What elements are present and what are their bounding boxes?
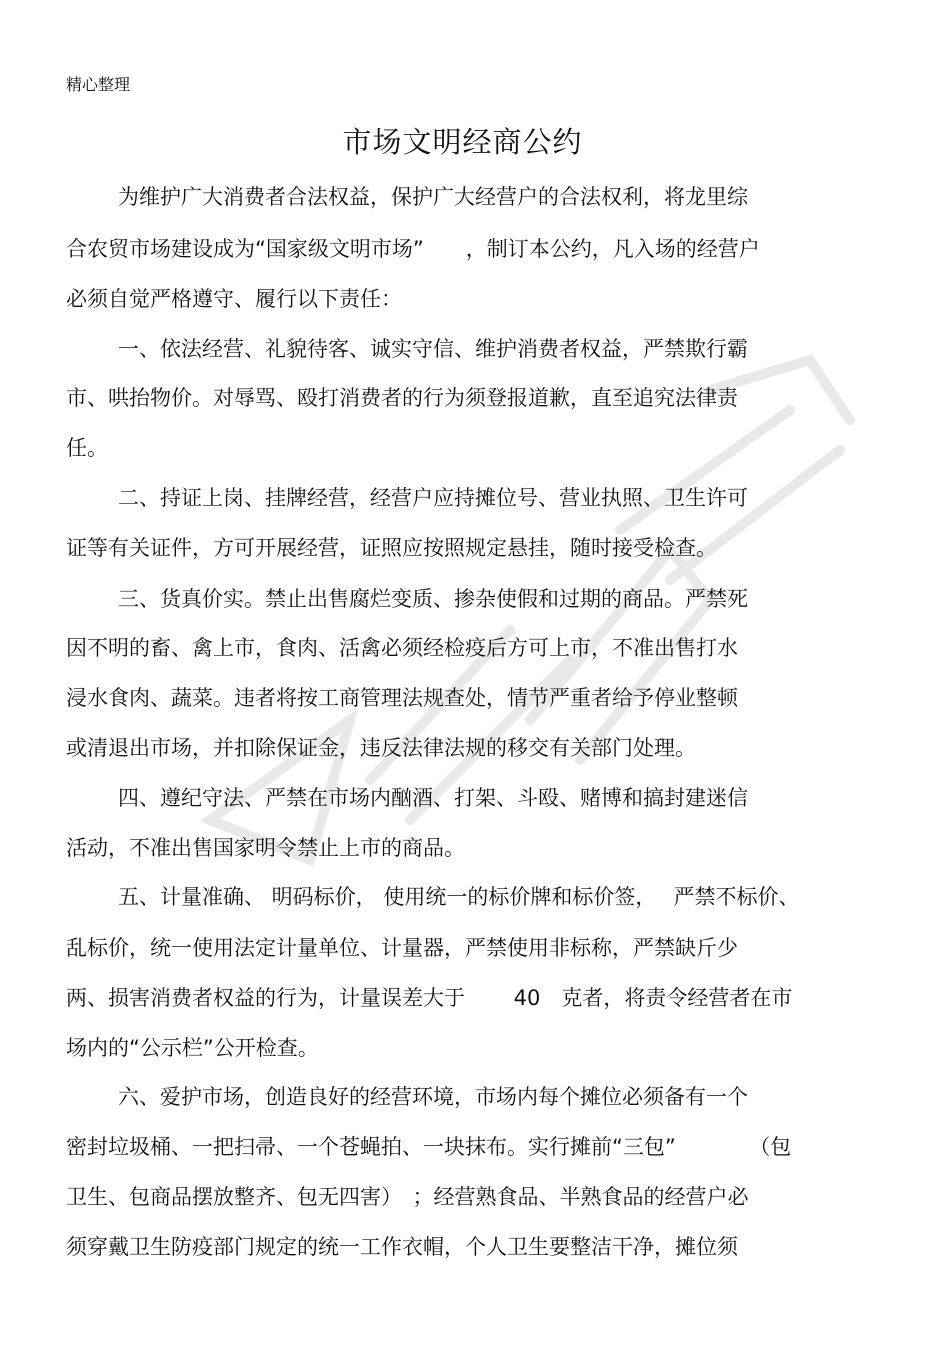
body-line: 证等有关证件，方可开展经营，证照应按照规定悬挂，随时接受检查。: [66, 536, 717, 560]
document-title: 市场文明经商公约: [342, 125, 583, 159]
body-line: 乱标价，统一使用法定计量单位、计量器，严禁使用非标称，严禁缺斤少: [66, 936, 738, 960]
body-line: 浸水食肉、蔬菜。违者将按工商管理法规查处，情节严重者给予停业整顿: [66, 686, 738, 710]
body-line: 卫生、包商品摆放整齐、包无四害） ；经营熟食品、半熟食品的经营户必: [66, 1185, 749, 1209]
body-line: 六、爱护市场，创造良好的经营环境，市场内每个摊位必须备有一个: [118, 1085, 748, 1109]
body-line: 五、计量准确、 明码标价， 使用统一的标价牌和标价签， 严禁不标价、: [118, 885, 800, 909]
header-note: 精心整理: [66, 75, 131, 94]
body-line: 一、依法经营、礼貌待客、诚实守信、维护消费者权益，严禁欺行霸: [118, 337, 748, 361]
body-line: 合农贸市场建设成为“国家级文明市场” ，制订本公约，凡入场的经营户: [66, 237, 760, 261]
body-line: 活动，不准出售国家明令禁止上市的商品。: [66, 836, 465, 860]
body-line: 市、哄抬物价。对辱骂、殴打消费者的行为须登报道歉，直至追究法律责: [66, 386, 738, 410]
body-line: 三、货真价实。禁止出售腐烂变质、掺杂使假和过期的商品。严禁死: [118, 587, 748, 611]
body-line: 两、损害消费者权益的行为，计量误差大于 40 克者，将责令经营者在市: [66, 986, 793, 1010]
body-line: 为维护广大消费者合法权益，保护广大经营户的合法权利，将龙里综: [118, 185, 748, 209]
body-line: 任。: [66, 436, 108, 460]
body-line: 二、持证上岗、挂牌经营，经营户应持摊位号、营业执照、卫生许可: [118, 486, 748, 510]
body-line: 必须自觉严格遵守、履行以下责任：: [66, 287, 402, 311]
body-line: 场内的“公示栏”公开检查。: [66, 1036, 319, 1060]
body-line: 密封垃圾桶、一把扫帚、一个苍蝇拍、一块抹布。实行摊前“三包” （包: [66, 1135, 792, 1159]
body-line: 或清退出市场，并扣除保证金，违反法律法规的移交有关部门处理。: [66, 736, 696, 760]
body-line: 因不明的畜、禽上市，食肉、活禽必须经检疫后方可上市，不准出售打水: [66, 636, 738, 660]
body-line: 须穿戴卫生防疫部门规定的统一工作衣帽，个人卫生要整洁干净，摊位须: [66, 1235, 738, 1259]
body-line: 四、遵纪守法、严禁在市场内酗酒、打架、斗殴、赌博和搞封建迷信: [118, 786, 748, 810]
